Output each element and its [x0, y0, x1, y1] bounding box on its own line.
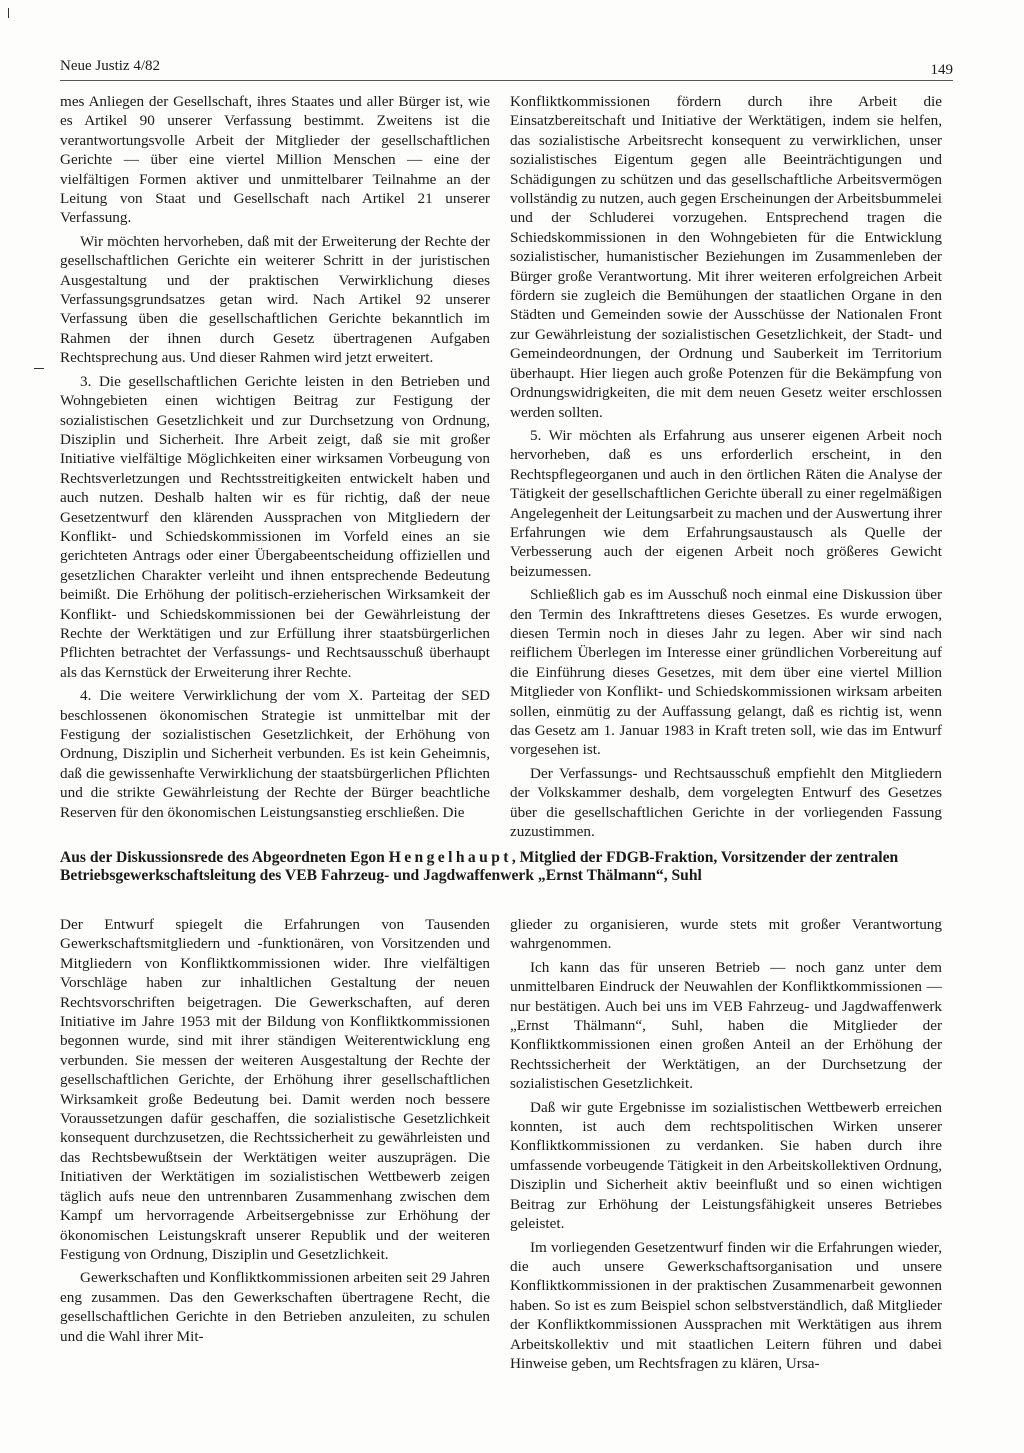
scan-mark — [8, 8, 9, 18]
margin-mark — [34, 368, 44, 369]
paragraph: Der Verfassungs- und Rechtsausschuß empfiehlt den Mitgliedern der Volkskammer deshalb, dem vorgelegten Entwurf des Gesetzes über die gesellschaftlichen Gerichte in der vorliegenden Fassung zuzustimmen. — [510, 764, 942, 841]
paragraph: Schließlich gab es im Ausschuß noch einmal eine Diskussion über den Termin des Inkrafttretens dieses Gesetzes. Es wurde erwogen, diesen Termin noch in dieses Jahr zu legen. Aber wir sind nach reiflichem Überlegen im Interesse einer gründlichen Vorbereitung auf die Einführung dieses Gesetzes, mit dem über eine viertel Million Mitglieder von Konflikt- und Schiedskommissionen wirksam arbeiten sollen, einmütig zu der Auffassung gelangt, daß es richtig ist, wenn das Gesetz am 1. Januar 1983 in Kraft treten soll, wie das im Entwurf vorgesehen ist. — [510, 586, 942, 759]
paragraph: Konfliktkommissionen fördern durch ihre Arbeit die Einsatzbereitschaft und Initiative der Werktätigen, indem sie helfen, das sozialistische Arbeitsrecht konsequent zu verwirklichen, unser sozialistisches Eigentum gegen alle Beeinträchtigungen und Schädigungen zu schützen und das gesellschaftliche Arbeitsvermögen vollständig zu nutzen, auch gegen Erscheinungen der Arbeitsbummelei und der Schluderei vorzugehen. Entsprechend tragen die Schiedskommissionen in den Wohngebieten für die Entwicklung sozialistischer, humanistischer Beziehungen im Zusammenleben der Bürger große Verantwortung. Mit ihrer weiteren erfolgreichen Arbeit fördern sie zugleich die Bemühungen der staatlichen Organe in den Städten und Gemeinden sowie der Ausschüsse der Nationalen Front zur Gewährleistung der sozialistischen Gesetzlichkeit, der Stadt- und Gemeindeordnungen, der Ordnung und Sauberkeit im Territorium überhaupt. Hier liegen auch große Potenzen für die Bekämpfung von Ordnungswidrigkeiten, die mit dem neuen Gesetz weiter erschlossen werden sollten. — [510, 93, 942, 421]
paragraph: 3. Die gesellschaftlichen Gerichte leisten in den Betrieben und Wohngebieten einen wichtigen Beitrag zur Festigung der sozialistischen Gesetzlichkeit und zur Durchsetzung von Ordnung, Disziplin und Sicherheit. Ihre Arbeit zeigt, daß sie mit großer Initiative vielfältige Möglichkeiten einer wirksamen Vorbeugung von Rechtsverletzungen und Rechtsstreitigkeiten entwickelt haben und auch nutzen. Deshalb halten wir es für richtig, daß der neue Gesetzentwurf den klärenden Aussprachen von Mitgliedern der Konflikt- und Schiedskommissionen im Vorfeld eines an sie gerichteten Antrags oder einer Übergabeentscheidung offiziellen und gesetzlichen Charakter verleiht und ihnen entsprechende Bedeutung beimißt. Die Erhöhung der politisch-erzieherischen Wirksamkeit der Konflikt- und Schiedskommissionen bei der Gewährleistung der Rechte der Werktätigen und zur Erfüllung ihrer staatsbürgerlichen Pflichten betrachtet der Verfassungs- und Rechtsausschuß überhaupt als das Kernstück der Erweiterung ihrer Rechte. — [60, 372, 490, 681]
paragraph: Daß wir gute Ergebnisse im sozialistischen Wettbewerb erreichen konnten, ist auch dem rechtspolitischen Wirken unserer Konfliktkommissionen zu verdanken. Sie haben durch ihre umfassende vorbeugende Tätigkeit in den Arbeitskollektiven Ordnung, Disziplin und Sicherheit aktiv beeinflußt und so einen wichtigen Beitrag zur Erhöhung der Leistungsfähigkeit unseres Betriebes geleistet. — [510, 1098, 942, 1233]
journal-header: Neue Justiz 4/82 — [60, 58, 160, 74]
heading-affiliation: , Mitglied der FDGB-Fraktion, Vorsitzender der zentralen Betriebsgewerkschaftsleitung des VEB Fahrzeug- und Jagdwaffenwerk „Ernst Thälmann“, Suhl — [60, 849, 899, 884]
paragraph: mes Anliegen der Gesellschaft, ihres Staates und aller Bürger ist, wie es Artikel 90 unserer Verfassung bestimmt. Zweitens ist die verantwortungsvolle Arbeit der Mitglieder der gesellschaftlichen Gerichte — über eine viertel Million Menschen — eine der vielfältigen Formen aktiver und unmittelbarer Teilnahme an der Leitung von Staat und Gesellschaft nach Artikel 21 unserer Verfassung. — [60, 93, 490, 227]
speaker-name: Hengelhaupt — [388, 849, 512, 866]
column-top-left — [60, 92, 490, 826]
column-top-right — [510, 92, 942, 845]
paragraph: Ich kann das für unseren Betrieb — noch ganz unter dem unmittelbaren Eindruck der Neuwahlen der Konfliktkommissionen — nur bestätigen. Auch bei uns im VEB Fahrzeug- und Jagdwaffenwerk „Ernst Thälmann“, Suhl, haben die Mitglieder der Konfliktkommissionen einen großen Anteil an der Erhöhung der Rechtssicherheit der Werktätigen, an der Durchsetzung der sozialistischen Gesetzlichkeit. — [510, 958, 942, 1093]
heading-intro: Aus der Diskussionsrede des Abgeordneten Egon — [60, 849, 389, 866]
paragraph: Wir möchten hervorheben, daß mit der Erweiterung der Rechte der gesellschaftlichen Gerichte ein weiterer Schritt in der juristischen Ausgestaltung und der praktischen Verwirklichung dieses Verfassungsgrundsatzes getan wird. Nach Artikel 92 unserer Verfassung üben die gesellschaftlichen Gerichte bekanntlich im Rahmen der ihnen durch Gesetz übertragenen Aufgaben Rechtsprechung aus. Und dieser Rahmen wird jetzt erweitert. — [60, 232, 490, 367]
column-bottom-right — [510, 915, 942, 1377]
paragraph: Im vorliegenden Gesetzentwurf finden wir die Erfahrungen wieder, die auch unsere Gewerkschaftsorganisation und unsere Konfliktkommissionen in der praktischen Zusammenarbeit gewonnen haben. So ist es zum Beispiel schon selbstverständlich, daß Mitglieder der Konfliktkommissionen Aussprachen mit Werktätigen aus ihrem Arbeitskollektiv und mit staatlichen Leitern führen und dabei Hinweise geben, um Rechtsfragen zu klären, Ursa- — [510, 1238, 942, 1372]
speech-heading — [60, 849, 944, 884]
paragraph: 5. Wir möchten als Erfahrung aus unserer eigenen Arbeit noch hervorheben, daß es uns erforderlich erscheint, in den Rechtspflegeorganen und auch in den örtlichen Räten die Analyse der Tätigkeit der gesellschaftlichen Gerichte überall zu einer regelmäßigen Angelegenheit der Leitungsarbeit zu machen und der Auswertung ihrer Erfahrungen wie dem Erfahrungsaustausch als Quelle der Verbesserung auch der eigenen Arbeit noch größeres Gewicht beizumessen. — [510, 426, 942, 580]
paragraph: Der Entwurf spiegelt die Erfahrungen von Tausenden Gewerkschaftsmitgliedern und -funktionären, von Vorsitzenden und Mitgliedern von Konfliktkommissionen wider. Ihre vielfältigen Vorschläge haben zur inhaltlichen Gestaltung der neuen Rechtsvorschriften beigetragen. Die Gewerkschaften, auf deren Initiative im Jahre 1953 mit der Bildung von Konfliktkommissionen begonnen wurde, sind mit ihrer ständigen Weiterentwicklung eng verbunden. Sie messen der weiteren Ausgestaltung der Rechte der gesellschaftlichen Gerichte, der Erhöhung ihrer gesellschaftlichen Wirksamkeit große Bedeutung bei. Damit werden noch bessere Voraussetzungen dafür geschaffen, die sozialistische Gesetzlichkeit konsequent durchzusetzen, die Rechtssicherheit zu gewährleisten und das Rechtsbewußtsein der Werktätigen weiter auszuprägen. Die Initiativen der Werktätigen im sozialistischen Wettbewerb zeigen täglich aufs neue den untrennbaren Zusammenhang zwischen dem Kampf um hervorragende Arbeitsergebnisse zur Erhöhung der ökonomischen Leistungskraft unserer Republik und der weiteren Festigung von Ordnung, Disziplin und Gesetzlichkeit. — [60, 916, 490, 1263]
page-number: 149 — [930, 62, 953, 78]
header-rule — [60, 80, 953, 81]
column-bottom-left — [60, 915, 490, 1350]
paragraph: 4. Die weitere Verwirklichung der vom X. Parteitag der SED beschlossenen ökonomischen Strategie ist unmittelbar mit der Festigung der sozialistischen Gesetzlichkeit, der Erhöhung von Ordnung, Disziplin und Sicherheit verbunden. Es ist kein Geheimnis, daß die gewissenhafte Verwirklichung der staatsbürgerlichen Pflichten und die strikte Gewährleistung der Rechte der Bürger beachtliche Reserven für den ökonomischen Leistungsanstieg erschließen. Die — [60, 687, 490, 821]
paragraph: Gewerkschaften und Konfliktkommissionen arbeiten seit 29 Jahren eng zusammen. Das den Gewerkschaften übertragene Recht, die gesellschaftlichen Gerichte in den Betrieben anzuleiten, zu schulen und die Wahl ihrer Mit- — [60, 1269, 490, 1345]
paragraph: glieder zu organisieren, wurde stets mit großer Verantwortung wahrgenommen. — [510, 916, 942, 953]
